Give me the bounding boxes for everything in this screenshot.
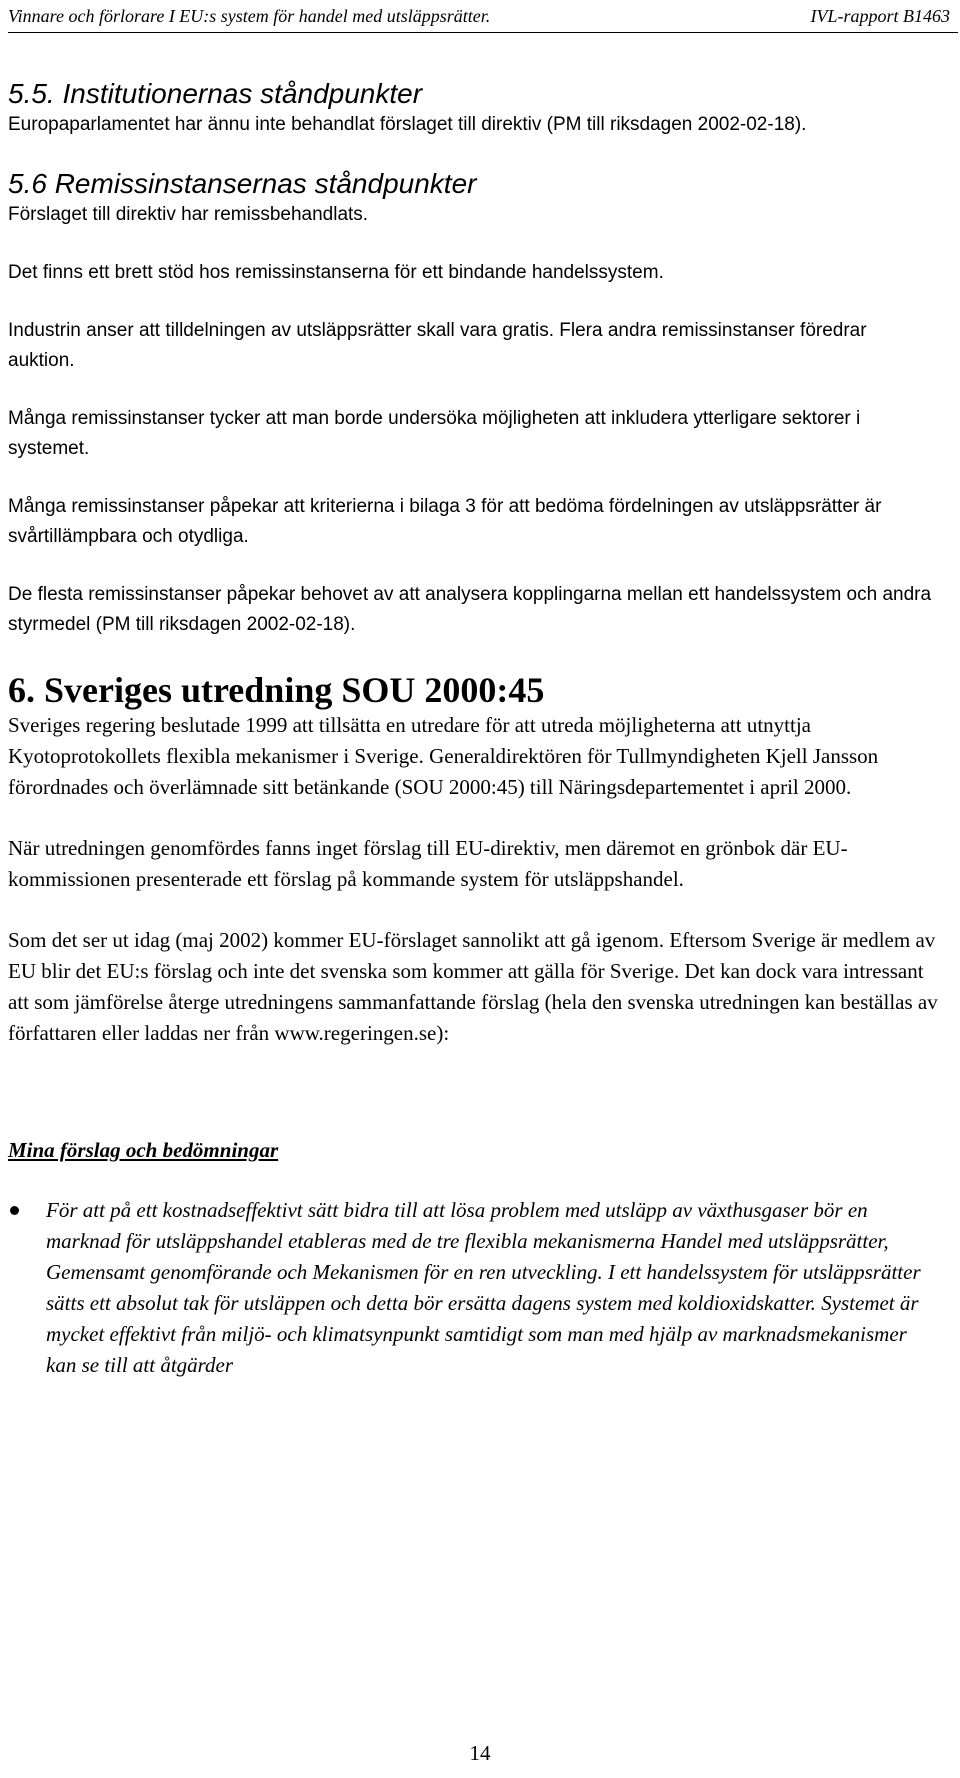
chapter-6-paragraph-1: Sveriges regering beslutade 1999 att tillsätta en utredare för att utreda möjligheterna att utnyttja Kyotoprotokollets flexibla mekanismer i Sverige. Generaldirektören för Tullmyndigheten Kjell Jansson förordnades och överlämnade sitt betänkande (SOU 2000:45) till Näringsdepartementet i april 2000. [8,713,879,799]
section-5-6-paragraph-1: Förslaget till direktiv har remissbehandlats. [8,204,369,225]
spacer [8,376,938,404]
spacer [8,1165,938,1195]
section-5-6-paragraph-4: Många remissinstanser tycker att man borde undersöka möjligheten att inkludera ytterligare sektorer i systemet. [8,408,861,459]
section-5-6-paragraph-6: De flesta remissinstanser påpekar behovet av att analysera kopplingarna mellan ett handelssystem och andra styrmedel (PM till riksdagen 2002-02-18). [8,584,932,635]
document-body [8,78,938,1381]
section-5-6-paragraph-5: Många remissinstanser påpekar att kriterierna i bilaga 3 för att bedöma fördelningen av utsläppsrätter är svårtillämpbara och otydliga. [8,496,882,547]
spacer [8,640,938,670]
spacer [8,1049,938,1135]
header-report-id: IVL-rapport B1463 [810,6,950,26]
section-5-5-heading: 5.5. Institutionernas ståndpunkter [8,78,423,109]
spacer [8,230,938,258]
chapter-6-paragraph-2: När utredningen genomfördes fanns inget förslag till EU-direktiv, men däremot en grönbok där EU-kommissionen presenterade ett förslag på kommande system för utsläppshandel. [8,836,848,891]
bullet-dot-icon [10,1206,19,1215]
running-header [8,4,958,34]
spacer [8,895,938,925]
section-5-6-heading: 5.6 Remissinstansernas ståndpunkter [8,168,477,199]
spacer [8,552,938,580]
spacer [8,140,938,168]
spacer [8,464,938,492]
chapter-6-heading: 6. Sveriges utredning SOU 2000:45 [8,670,545,710]
spacer [8,803,938,833]
proposal-bullet-item [8,1195,938,1381]
header-rule [8,32,958,33]
chapter-6-paragraph-3: Som det ser ut idag (maj 2002) kommer EU-förslaget sannolikt att gå igenom. Eftersom Sverige är medlem av EU blir det EU:s förslag och inte det svenska som kommer att gälla för Sverige. Det kan dock vara intressant att som jämförelse återge utredningens sammanfattande förslag (hela den svenska utredningen kan beställas av författaren eller laddas ner från www.regeringen.se): [8,928,938,1045]
spacer [8,288,938,316]
proposal-bullet-text: För att på ett kostnadseffektivt sätt bidra till att lösa problem med utsläpp av växthusgaser bör en marknad för utsläppshandel etableras med de tre flexibla mekanismerna Handel med utsläppsrätter, Gemensamt genomförande och Mekanismen för en ren utveckling. I ett handelssystem för utsläppsrätter sätts ett absolut tak för utsläppen och detta bör ersätta dagens system med koldioxidskatter. Systemet är mycket effektivt från miljö- och klimatsynpunkt samtidigt som man med hjälp av marknadsmekanismer kan se till att åtgärder [46,1198,921,1377]
section-5-5-paragraph: Europaparlamentet har ännu inte behandlat förslaget till direktiv (PM till riksdagen 2002-02-18). [8,114,807,135]
section-5-6-paragraph-3: Industrin anser att tilldelningen av utsläppsrätter skall vara gratis. Flera andra remissinstanser föredrar auktion. [8,320,867,371]
proposals-heading: Mina förslag och bedömningar [8,1138,279,1162]
page-number: 14 [469,1741,491,1765]
section-5-6-paragraph-2: Det finns ett brett stöd hos remissinstanserna för ett bindande handelssystem. [8,262,664,283]
header-title: Vinnare och förlorare I EU:s system för handel med utsläppsrätter. [8,6,491,26]
